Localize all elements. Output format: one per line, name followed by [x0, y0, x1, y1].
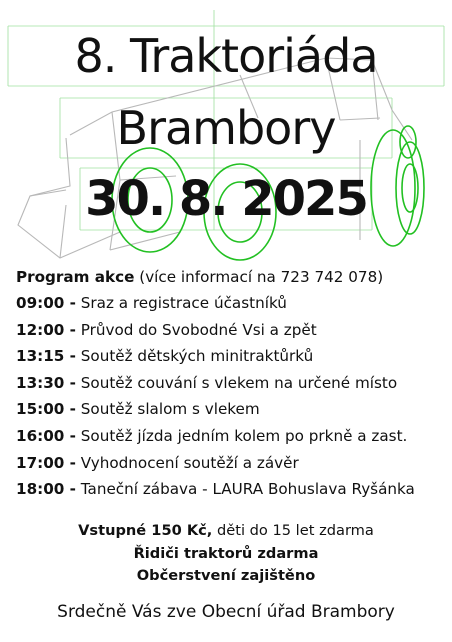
program-heading-label: Program akce [16, 268, 135, 286]
program-activity: Sraz a registrace účastníků [80, 294, 287, 312]
entry-fee [0, 520, 452, 543]
program-time: 18:00 - [16, 480, 76, 499]
program-activity: Soutěž jízda jedním kolem po prkně a zast. [80, 426, 408, 445]
event-title: 8. Traktoriáda [74, 29, 378, 83]
entry-fee-note: děti do 15 let zdarma [212, 522, 374, 539]
refreshments-text: Občerstvení zajištěno [136, 567, 316, 584]
program-item [16, 370, 446, 397]
program-activity: Vyhodnocení soutěží a závěr [80, 453, 299, 472]
event-info [0, 520, 452, 588]
program-time: 17:00 - [16, 453, 76, 472]
program-time: 13:30 - [16, 373, 76, 392]
program-time: 16:00 - [16, 426, 76, 445]
invitation: Srdečně Vás zve Obecní úřad Brambory [57, 602, 395, 622]
program-time: 13:15 - [16, 347, 76, 366]
program-activity: Taneční zábava - LAURA Bohuslava Ryšánka [80, 480, 415, 499]
program-item [16, 317, 446, 344]
program-time: 09:00 - [16, 294, 76, 312]
program-heading [16, 264, 446, 290]
program-activity: Průvod do Svobodné Vsi a zpět [80, 320, 317, 339]
program-activity: Soutěž slalom s vlekem [80, 400, 260, 419]
refreshments [0, 565, 452, 588]
drivers-free-text: Řidiči traktorů zdarma [133, 544, 319, 562]
program-section [16, 264, 446, 503]
program-item [16, 450, 446, 477]
event-date: 30. 8. 2025 [85, 171, 367, 227]
program-item [16, 396, 446, 423]
program-time: 12:00 - [16, 320, 76, 339]
entry-fee-price: Vstupné 150 Kč, [78, 522, 213, 539]
program-activity: Soutěž couvání s vlekem na určené místo [80, 373, 398, 392]
program-item [16, 290, 446, 317]
program-item [16, 476, 446, 503]
program-item [16, 423, 446, 450]
event-location: Brambory [116, 101, 336, 155]
program-item [16, 343, 446, 370]
program-time: 15:00 - [16, 400, 76, 419]
program-heading-note: (více informací na 723 742 078) [139, 268, 384, 286]
drivers-free [0, 543, 452, 566]
program-activity: Soutěž dětských minitraktůrků [80, 347, 314, 366]
